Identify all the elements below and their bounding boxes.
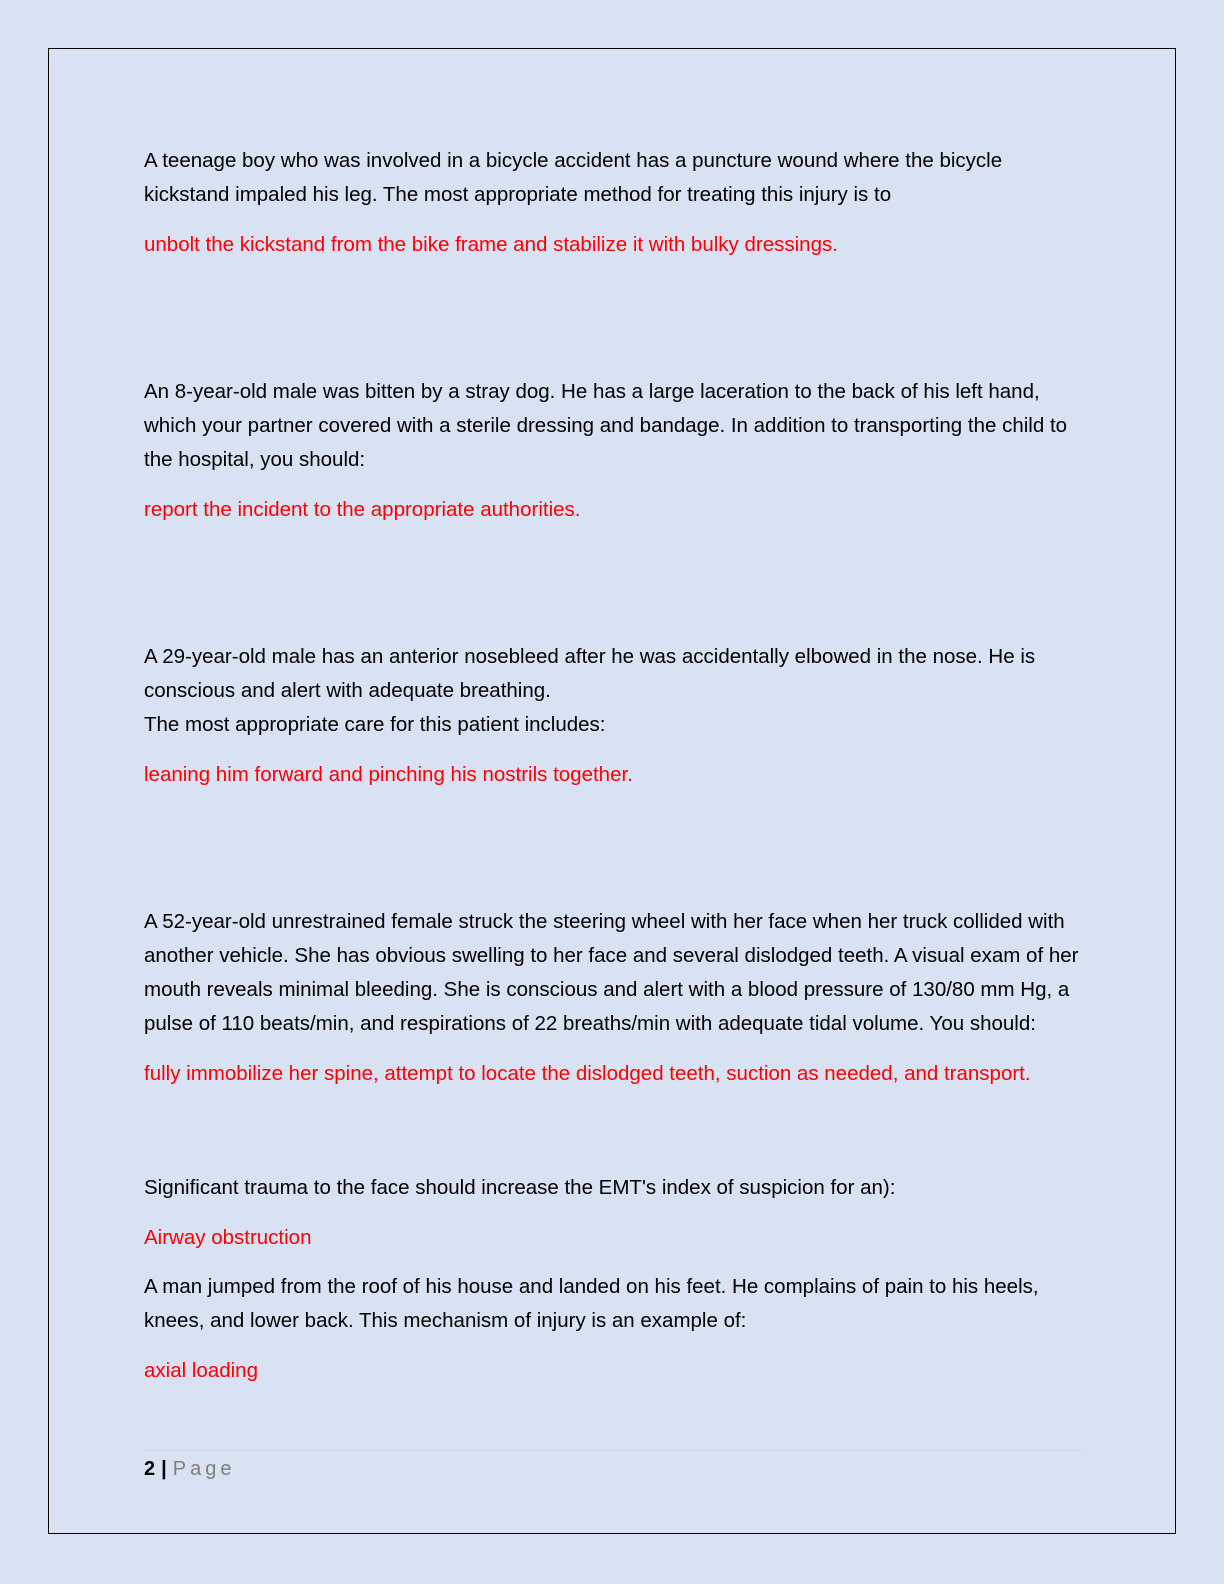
- answer-text: unbolt the kickstand from the bike frame and stabilize it with bulky dressings.: [144, 233, 838, 256]
- question-block-3: [144, 640, 1084, 792]
- question-block-6: [144, 1270, 1084, 1388]
- question-block-4: [144, 905, 1084, 1091]
- answer-text: leaning him forward and pinching his nostrils together.: [144, 763, 633, 786]
- page-footer: [144, 1454, 235, 1484]
- question-block-2: [144, 375, 1084, 527]
- question-text: A 29-year-old male has an anterior nosebleed after he was accidentally elbowed in the nose. He is conscious and alert with adequate breathing.: [144, 645, 1036, 702]
- answer-text: axial loading: [144, 1359, 258, 1382]
- page-number: 2: [144, 1458, 156, 1480]
- footer-divider: [144, 1450, 1084, 1451]
- question-text: Significant trauma to the face should increase the EMT's index of suspicion for an):: [144, 1176, 896, 1199]
- footer-separator: |: [161, 1458, 167, 1480]
- question-text: A teenage boy who was involved in a bicycle accident has a puncture wound where the bicycle kickstand impaled his leg. The most appropriate method for treating this injury is to: [144, 149, 1003, 206]
- question-block-1: [144, 144, 1084, 262]
- question-text: A 52-year-old unrestrained female struck the steering wheel with her face when her truck collided with another vehicle. She has obvious swelling to her face and several dislodged teeth. A visual exam of her mouth reveals minimal bleeding. She is conscious and alert with a blood pressure of 130/80 mm Hg, a pulse of 110 beats/min, and respirations of 22 breaths/min with adequate tidal volume. You should:: [144, 910, 1079, 1035]
- question-text: A man jumped from the roof of his house and landed on his feet. He complains of pain to his heels, knees, and lower back. This mechanism of injury is an example of:: [144, 1275, 1039, 1332]
- question-block-5: [144, 1171, 1084, 1255]
- answer-text: fully immobilize her spine, attempt to locate the dislodged teeth, suction as needed, and transport.: [144, 1062, 1031, 1085]
- page-label: Page: [172, 1458, 236, 1480]
- answer-text: report the incident to the appropriate authorities.: [144, 498, 581, 521]
- question-text: An 8-year-old male was bitten by a stray dog. He has a large laceration to the back of his left hand, which your partner covered with a sterile dressing and bandage. In addition to transporting the child to the hospital, you should:: [144, 380, 1068, 471]
- answer-text: Airway obstruction: [144, 1226, 312, 1249]
- question-text-continued: The most appropriate care for this patient includes:: [144, 713, 606, 736]
